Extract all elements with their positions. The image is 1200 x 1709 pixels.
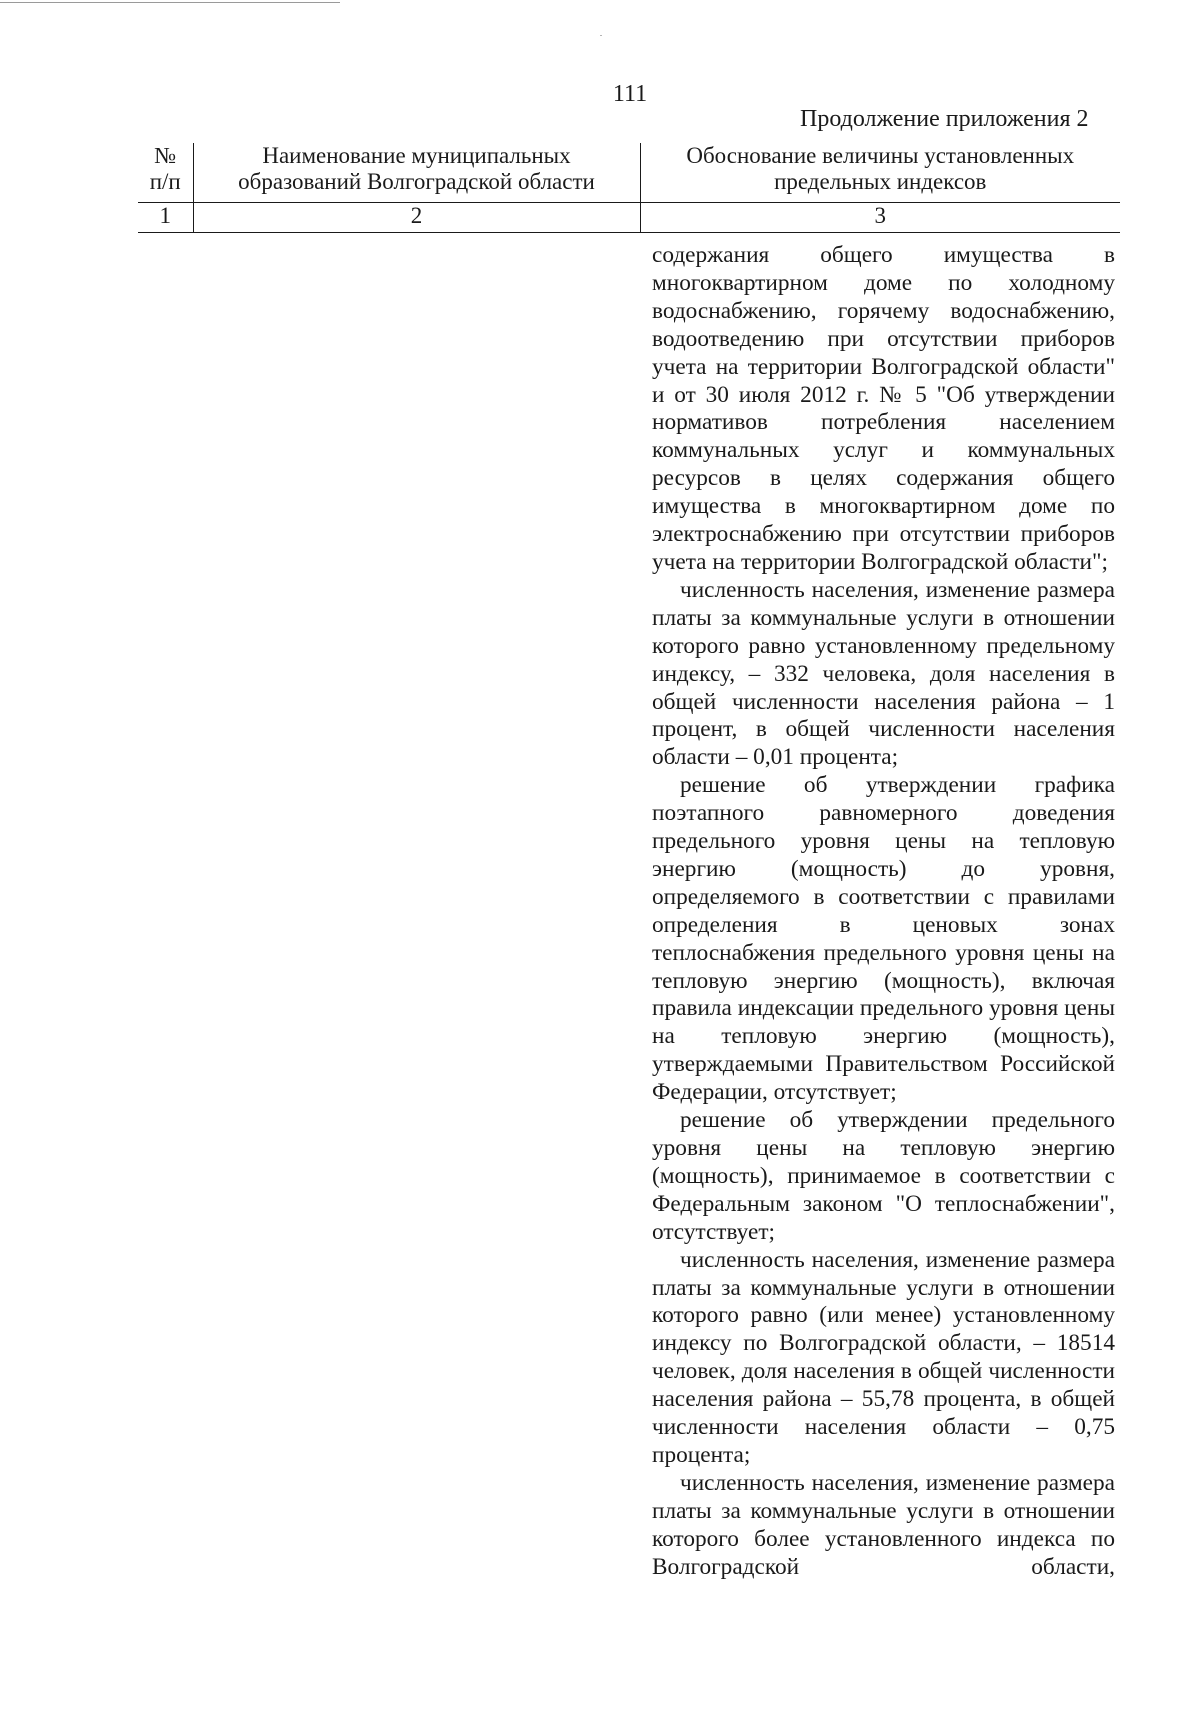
header-cell-number (138, 143, 193, 202)
paragraph-5: численность населения, изменение размера платы за коммунальные услуги в отношении которого равно (или менее) установленному индексу по Волгоградской области, – 18514 человек, доля населения в общей численности населения района – 55,78 процента, в общей численности населения области – 0,75 процента; (652, 1246, 1115, 1468)
header-cell-justification-text: Обоснование величины установленных предельных индексов (686, 143, 1075, 194)
header-cell-number-text: № п/п (149, 143, 181, 194)
column-number-1: 1 (138, 202, 193, 232)
page-number: 111 (612, 81, 648, 107)
column-number-2: 2 (193, 202, 640, 232)
table-header-row (138, 143, 1120, 202)
header-cell-municipality-text: Наименование муниципальных образований Волгоградской области (238, 143, 595, 194)
paragraph-2: численность населения, изменение размера платы за коммунальные услуги в отношении которого равно установленному предельному индексу, – 332 человека, доля населения в общей численности населения района – 1 процент, в общей численности населения области – 0,01 процента; (652, 576, 1115, 771)
header-cell-justification (640, 143, 1120, 202)
paragraph-4: решение об утверждении предельного уровня цены на тепловую энергию (мощность), принимаемое в соответствии с Федеральным законом "О теплоснабжении", отсутствует; (652, 1107, 1115, 1245)
paragraph-3: решение об утверждении графика поэтапного равномерного доведения предельного уровня цены на тепловую энергию (мощность) до уровня, определяемого в соответствии с правилами определения в ценовых зонах теплоснабжения предельного уровня цены на тепловую энергию (мощность), включая правила индексации предельного уровня цены на тепловую энергию (мощность), утверждаемыми Правительством Российской Федерации, отсутствует; (652, 772, 1115, 1106)
scan-speck (600, 35, 602, 36)
column-number-3: 3 (640, 202, 1120, 232)
justification-text-block (652, 242, 1115, 1582)
scan-edge-line (0, 2, 340, 3)
header-cell-municipality (193, 143, 640, 202)
paragraph-1: содержания общего имущества в многоквартирном доме по холодному водоснабжению, горячему водоснабжению, водоотведению при отсутствии приборов учета на территории Волгоградской области" и от 30 июля 2012 г. № 5 "Об утверждении нормативов потребления населением коммунальных услуг и коммунальных ресурсов в целях содержания общего имущества в многоквартирном доме по электроснабжению при отсутствии приборов учета на территории Волгоградской области"; (652, 242, 1115, 575)
appendix-continuation-label: Продолжение приложения 2 (800, 106, 1089, 132)
table-header (138, 143, 1120, 233)
paragraph-6: численность населения, изменение размера платы за коммунальные услуги в отношении которого более установленного индекса по Волгоградской области, (652, 1469, 1115, 1580)
column-numbers-row (138, 202, 1120, 232)
